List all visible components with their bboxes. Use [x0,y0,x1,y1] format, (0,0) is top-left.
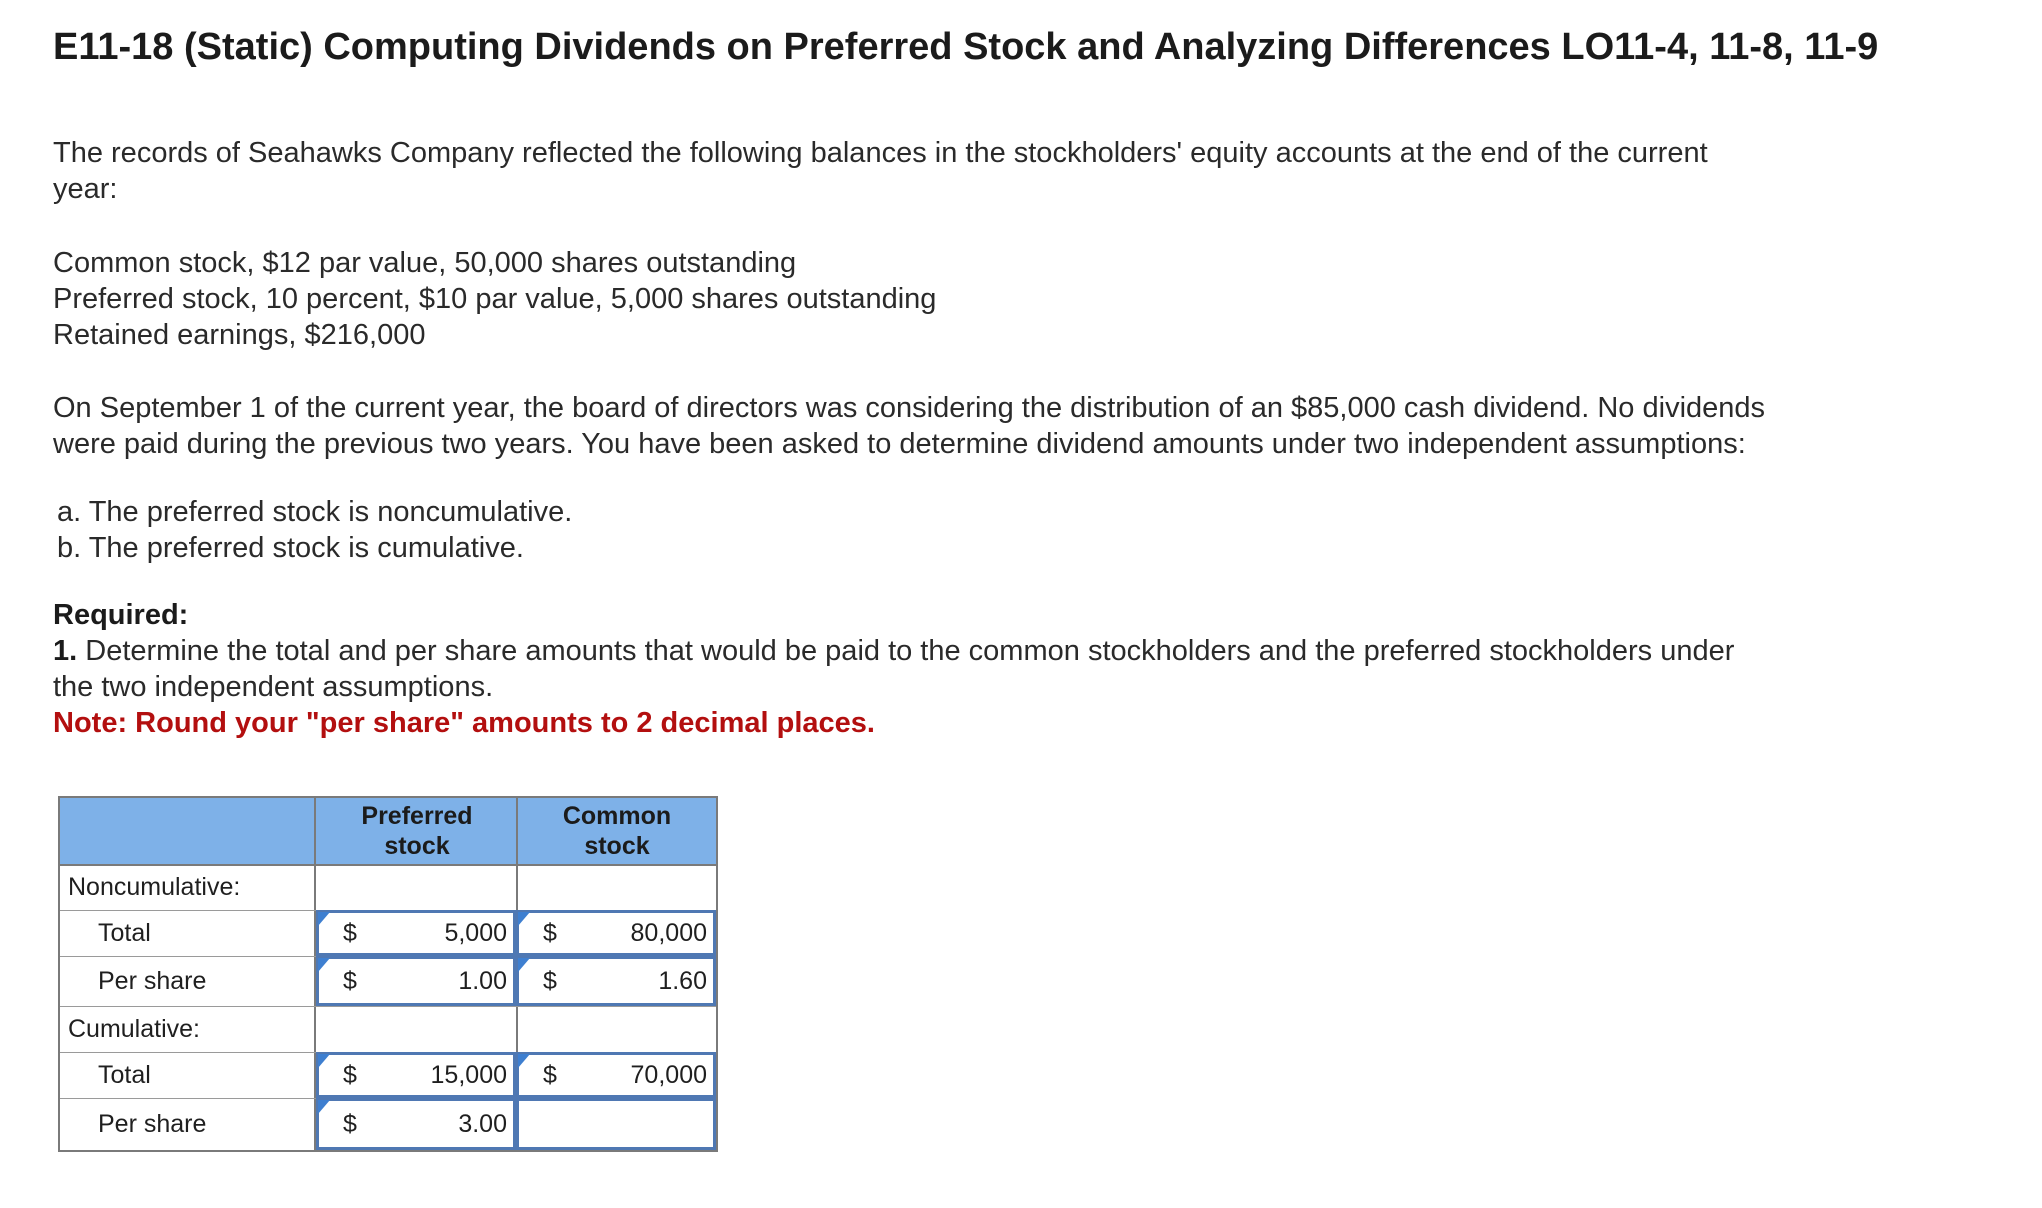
table-header-row [60,798,716,866]
input-flag-icon [518,1054,530,1068]
noncumulative-per-share-label: Per share [98,966,207,995]
input-flag-icon [318,912,330,926]
assumption-b: b. The preferred stock is cumulative. [57,532,524,564]
required-line-2: the two independent assumptions. [53,671,494,703]
cumulative-per-share-common-input[interactable] [516,1098,716,1150]
cumulative-total-common-input[interactable] [516,1052,716,1098]
currency-symbol: $ [543,1060,557,1089]
required-section [53,597,1983,741]
header-common-stock: Common stock [562,802,672,860]
currency-symbol: $ [343,918,357,947]
cumulative-total-common-value: 70,000 [630,1060,707,1089]
scenario-line-1: On September 1 of the current year, the board of directors was considering the distribution of an $85,000 cash dividend. No dividends [53,392,1766,424]
noncumulative-per-share-preferred-input[interactable] [316,956,516,1006]
currency-symbol: $ [343,1060,357,1089]
required-number: 1. [53,635,78,667]
table-row-cumulative-total [60,1052,716,1099]
rounding-note: Note: Round your "per share" amounts to 2 decimal places. [53,707,875,739]
intro-paragraph [53,135,1953,207]
dividends-grid [58,796,718,1152]
cumulative-total-preferred-input[interactable] [316,1052,516,1098]
input-flag-icon [318,1100,330,1114]
cumulative-label: Cumulative: [68,1014,200,1043]
noncumulative-per-share-preferred-value: 1.00 [458,966,507,995]
table-row-cumulative [60,1006,716,1053]
currency-symbol: $ [543,966,557,995]
cumulative-total-label: Total [98,1060,151,1089]
input-flag-icon [318,958,330,972]
table-row-cumulative-per-share [60,1098,716,1150]
balance-retained-earnings: Retained earnings, $216,000 [53,319,426,351]
currency-symbol: $ [343,966,357,995]
cumulative-per-share-preferred-input[interactable] [316,1098,516,1150]
noncumulative-total-preferred-value: 5,000 [444,918,507,947]
noncumulative-per-share-common-input[interactable] [516,956,716,1006]
required-text-1: Determine the total and per share amounts that would be paid to the common stockholders and the preferred stockholders under [77,635,1735,667]
assumption-a: a. The preferred stock is noncumulative. [57,496,573,528]
scenario-paragraph [53,390,1983,462]
required-line-1 [53,633,1983,669]
cumulative-per-share-preferred-value: 3.00 [458,1109,507,1138]
input-flag-icon [318,1054,330,1068]
noncumulative-total-common-value: 80,000 [630,918,707,947]
noncumulative-total-preferred-input[interactable] [316,910,516,956]
intro-line-2: year: [53,173,118,205]
table-row-noncumulative-total [60,910,716,957]
cumulative-total-preferred-value: 15,000 [430,1060,507,1089]
noncumulative-total-label: Total [98,918,151,947]
currency-symbol: $ [343,1109,357,1138]
balance-common-stock: Common stock, $12 par value, 50,000 shares outstanding [53,247,797,279]
intro-line-1: The records of Seahawks Company reflected the following balances in the stockholders' equity accounts at the end of the current [53,137,1708,169]
noncumulative-per-share-common-value: 1.60 [658,966,707,995]
balances-list [53,245,936,353]
table-row-noncumulative-per-share [60,956,716,1007]
assumptions-list [57,494,572,566]
table-row-noncumulative [60,864,716,911]
noncumulative-label: Noncumulative: [68,872,241,901]
currency-symbol: $ [543,918,557,947]
scenario-line-2: were paid during the previous two years. You have been asked to determine dividend amounts under two independent assumptions: [53,428,1746,460]
cumulative-per-share-label: Per share [98,1109,207,1138]
problem-title: E11-18 (Static) Computing Dividends on Preferred Stock and Analyzing Differences LO11-4, 11-8, 11-9 [53,26,1879,68]
noncumulative-total-common-input[interactable] [516,910,716,956]
input-flag-icon [518,912,530,926]
required-heading: Required: [53,599,189,631]
dividends-table [58,796,718,1152]
balance-preferred-stock: Preferred stock, 10 percent, $10 par value, 5,000 shares outstanding [53,283,937,315]
input-flag-icon [518,958,530,972]
header-preferred-stock: Preferred stock [361,802,473,860]
